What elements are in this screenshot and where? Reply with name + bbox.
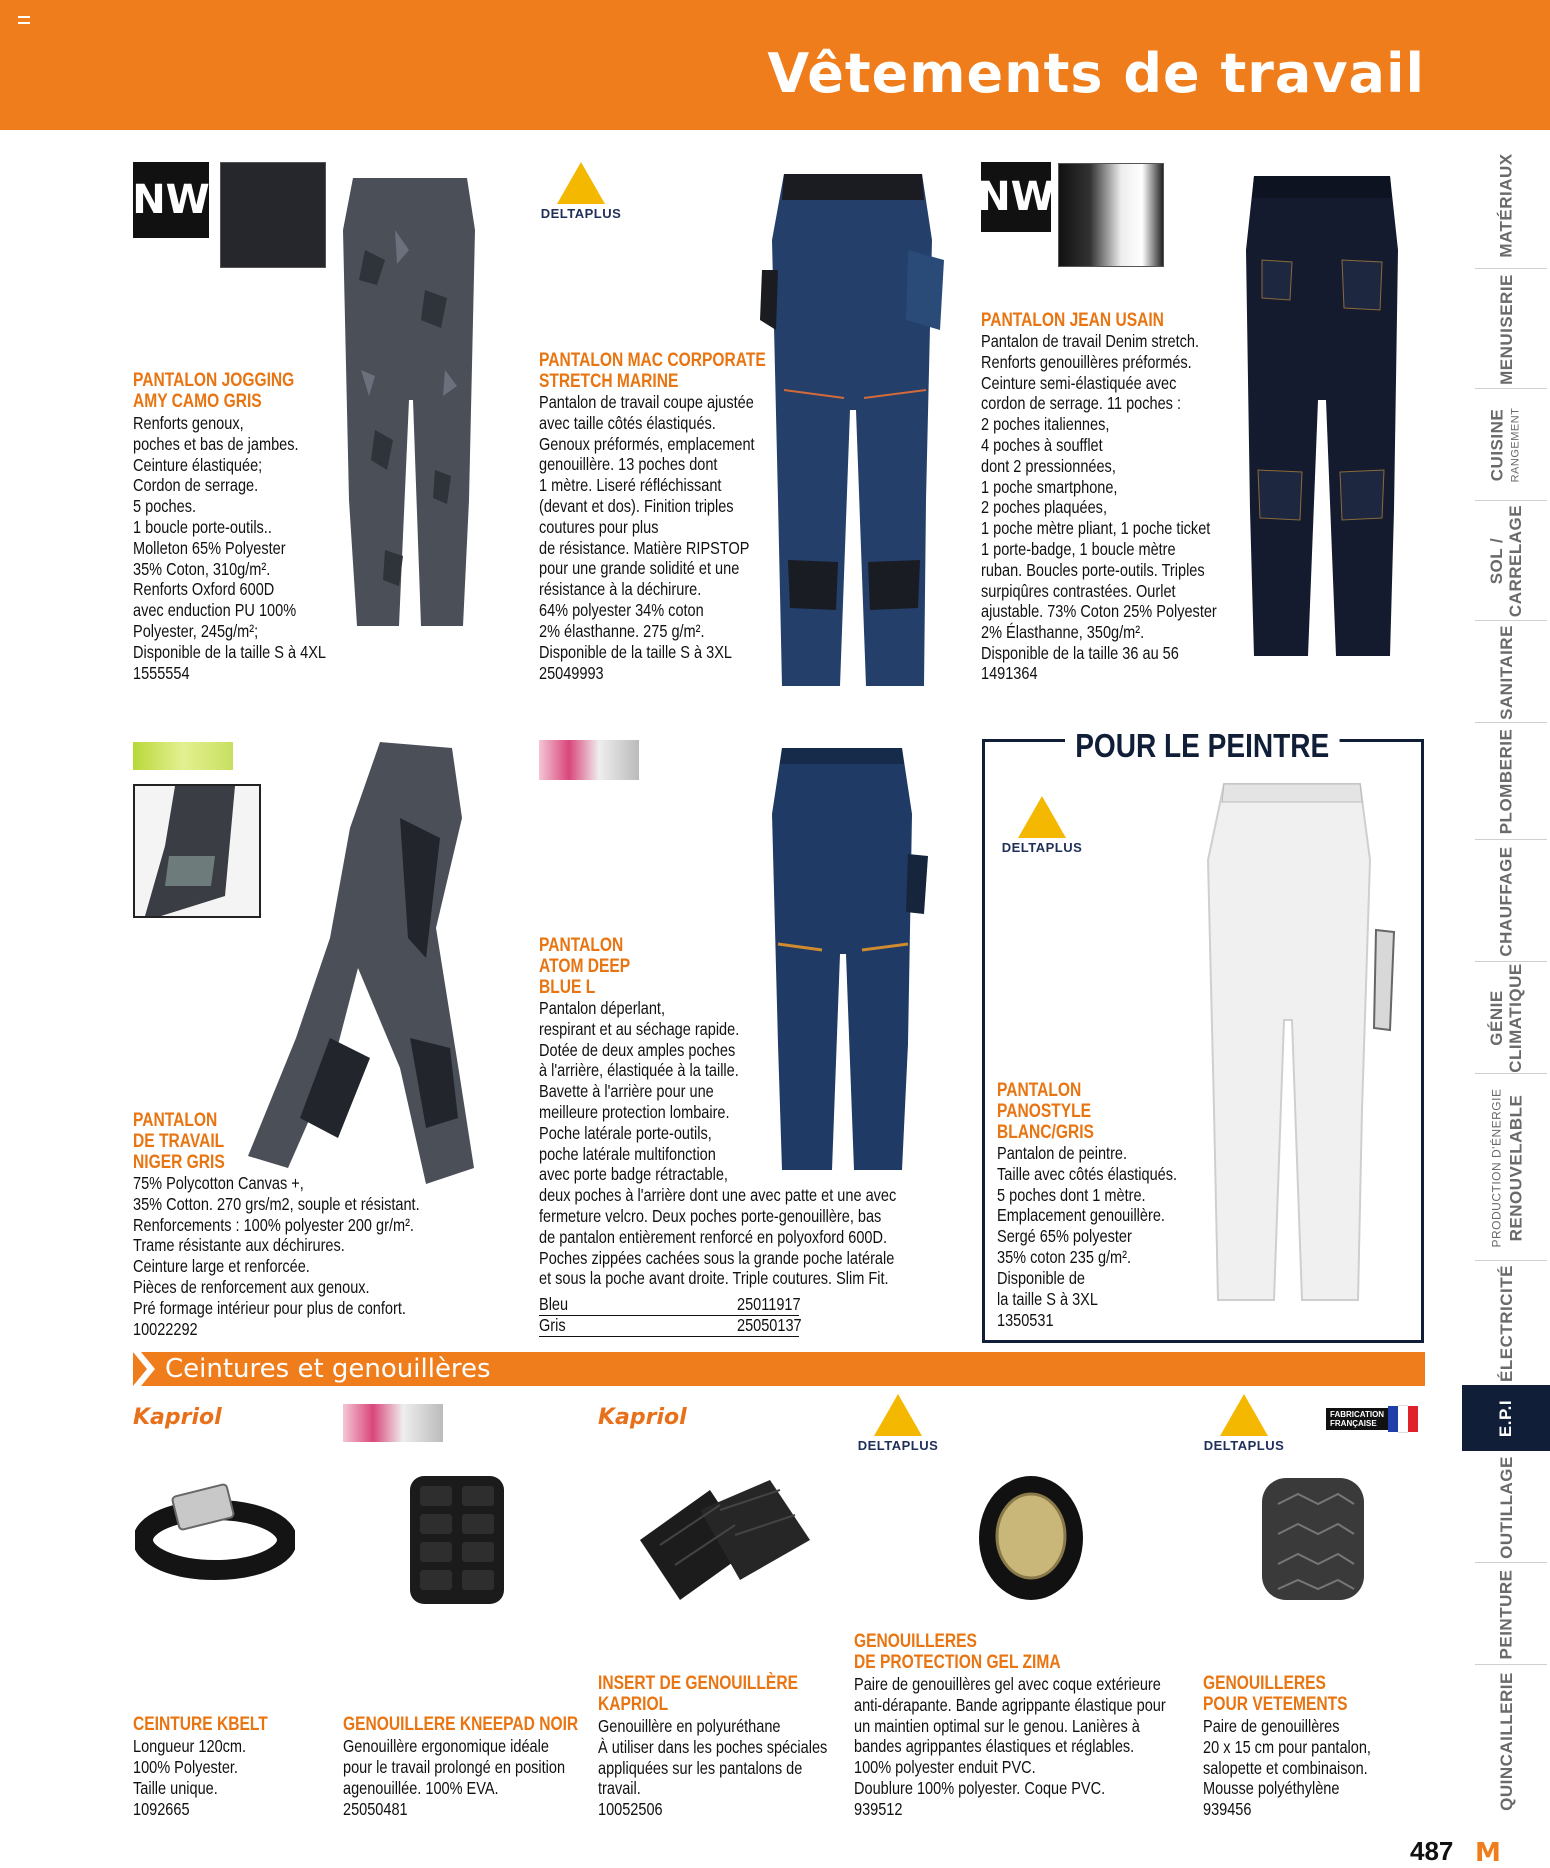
fabric-swatch-image: [1058, 163, 1164, 267]
sidebar-item-electricite[interactable]: ÉLECTRICITÉ: [1496, 1264, 1516, 1382]
sidebar-divider: [1475, 620, 1547, 621]
painter-section-title: POUR LE PEINTRE: [1065, 727, 1339, 765]
product-code: 1491364: [981, 663, 1038, 683]
product-description: Longueur 120cm. 100% Polyester. Taille unique.: [133, 1736, 247, 1798]
deltaplus-triangle-icon: [874, 1394, 922, 1436]
sidebar-item-materiaux[interactable]: MATÉRIAUX: [1496, 152, 1516, 258]
menu-icon[interactable]: [18, 16, 30, 24]
flag-blue: [1388, 1406, 1398, 1432]
panostyle-pants-image: [1180, 780, 1400, 1310]
product-code: 1092665: [133, 1799, 190, 1819]
sidebar-item-peinture[interactable]: PEINTURE: [1496, 1569, 1516, 1659]
flag-white: [1398, 1405, 1408, 1433]
sidebar-item-energie-renouvelable[interactable]: PRODUCTION D'ÉNERGIE RENOUVELABLE: [1489, 1088, 1525, 1247]
product-title: GENOUILLERES POUR VETEMENTS: [1203, 1673, 1348, 1715]
sidebar-divider: [1475, 500, 1547, 501]
product-code: 939512: [854, 1799, 903, 1819]
product-title: GENOUILLERE KNEEPAD NOIR: [343, 1714, 579, 1735]
brand-logo-blurred: [343, 1404, 443, 1442]
product-description: Paire de genouillères gel avec coque extérieure anti-dérapante. Bande agrippante élastique pour un maintien optimal sur le genou. Lanières à bandes agrippantes élastiques et réglables. 100% polyester enduit PVC. Doublure 100% polyester. Coque PVC.: [854, 1674, 1166, 1798]
sidebar-item-outillage[interactable]: OUTILLAGE: [1496, 1455, 1516, 1559]
product-code: 25049993: [539, 663, 604, 683]
knee-insert-image: [620, 1470, 820, 1610]
product-code: 939456: [1203, 1799, 1252, 1819]
section-title: Ceintures et genouillères: [165, 1354, 491, 1384]
sidebar-item-cuisine[interactable]: CUISINE RANGEMENT: [1487, 407, 1521, 483]
product-description: Pantalon de peintre. Taille avec côtés élastiqués. 5 poches dont 1 mètre. Emplacement genouillère. Sergé 65% polyester 35% coton 235 g/m². Disponible de la taille S à 3XL: [997, 1143, 1178, 1309]
product-description: Pantalon de travail coupe ajustée avec taille côtés élastiqués. Genoux préformés, emplacement genouillère. 13 poches dont 1 mètre. Liseré réfléchissant (devant et dos). Finition triples coutures pour plus de résistance. Matière RIPSTOP pour une grande solidité et une résistance à la déchirure. 64% polyester 34% coton 2% élasthanne. 275 g/m². Disponible de la taille S à 3XL: [539, 392, 755, 662]
product-title: CEINTURE KBELT: [133, 1714, 268, 1735]
product-description: 75% Polycotton Canvas +, 35% Cotton. 270 grs/m2, souple et résistant. Renforcements : 100% polyester 200 gr/m². Trame résistante aux déchirures. Ceinture large et renforcée. Pièces de renforcement aux genoux. Pré formage intérieur pour plus de confort.: [133, 1173, 420, 1318]
product-title: PANTALON JOGGING AMY CAMO GRIS: [133, 370, 295, 412]
sidebar-divider: [1475, 268, 1547, 269]
product-description: Pantalon déperlant, respirant et au séchage rapide. Dotée de deux amples poches à l'arrière, élastiquée à la taille. Bavette à l'arrière pour une meilleure protection lombaire. Poche latérale porte-outils, poche latérale multifonction avec porte badge rétractable, deux poches à l'arrière dont une avec patte et une avec fermeture velcro. Deux poches porte-genouillère, bas de pantalon entièrement renforcé en polyoxford 600D. Poches zippées cachées sous la grande poche latérale et sous la poche avant droite. Triple coutures. Slim Fit.: [539, 998, 897, 1289]
product-code: 10022292: [133, 1319, 198, 1339]
brand-logo-blurred: [133, 742, 233, 770]
fabrication-francaise-badge: FABRICATION FRANÇAISE: [1326, 1405, 1422, 1433]
jogging-pants-image: [335, 170, 485, 640]
sidebar-item-sol-carrelage[interactable]: SOL / CARRELAGE: [1487, 504, 1526, 618]
sidebar-item-genie-climatique[interactable]: GÉNIE CLIMATIQUE: [1487, 963, 1526, 1073]
kneepad-image: [402, 1470, 512, 1610]
sidebar-divider: [1475, 1260, 1547, 1261]
brand-m-logo: M: [1475, 1838, 1501, 1868]
product-title: INSERT DE GENOUILLÈRE KAPRIOL: [598, 1673, 798, 1715]
variant-color: Gris: [539, 1315, 566, 1335]
banner-arrow-icon: [133, 1352, 155, 1386]
deltaplus-logo: DELTAPLUS: [838, 1394, 958, 1453]
niger-pants-image: [240, 738, 500, 1198]
variant-color: Bleu: [539, 1294, 569, 1314]
kapriol-logo: Kapriol: [598, 1405, 687, 1430]
product-title: PANTALON PANOSTYLE BLANC/GRIS: [997, 1080, 1094, 1143]
variant-code: 25050137: [737, 1315, 802, 1335]
brand-logo-blurred: [539, 740, 639, 780]
sidebar-divider: [1475, 839, 1547, 840]
product-title: PANTALON MAC CORPORATE STRETCH MARINE: [539, 350, 766, 392]
fabric-swatch-image: [220, 162, 326, 268]
sidebar-divider: [1475, 388, 1547, 389]
sidebar-item-epi-active[interactable]: E.P.I: [1462, 1385, 1550, 1451]
product-title: PANTALON JEAN USAIN: [981, 310, 1164, 331]
product-description: Genouillère ergonomique idéale pour le travail prolongé en position agenouillée. 100% EVA.: [343, 1736, 566, 1798]
product-description: Pantalon de travail Denim stretch. Renforts genouillères préformés. Ceinture semi-élastiquée avec cordon de serrage. 11 poches : 2 poches italiennes, 4 poches à soufflet dont 2 pressionnées, 1 poche smartphone, 2 poches plaquées, 1 poche mètre pliant, 1 poche ticket 1 porte-badge, 1 boucle mètre ruban. Boucles porte-outils. Triples surpiqûres contrastées. Ourlet ajustable. 73% Coton 25% Polyester 2% Élasthanne, 350g/m². Disponible de la taille 36 au 56: [981, 331, 1217, 663]
product-code: 1350531: [997, 1310, 1054, 1330]
deltaplus-logo: DELTAPLUS: [982, 796, 1102, 855]
sidebar-divider: [1475, 1664, 1547, 1665]
sidebar-divider: [1475, 961, 1547, 962]
product-description: Paire de genouillères 20 x 15 cm pour pantalon, salopette et combinaison. Mousse polyéthylène: [1203, 1716, 1371, 1799]
page-title: Vêtements de travail: [767, 42, 1425, 105]
product-code: 10052506: [598, 1799, 663, 1819]
sidebar-item-quincaillerie[interactable]: QUINCAILLERIE: [1496, 1671, 1516, 1811]
product-title: PANTALON ATOM DEEP BLUE L: [539, 935, 631, 998]
kapriol-logo: Kapriol: [133, 1405, 222, 1430]
deltaplus-logo: DELTAPLUS: [521, 162, 641, 221]
foam-kneepad-image: [1258, 1474, 1368, 1604]
product-description: Renforts genoux, poches et bas de jambes. Ceinture élastiquée; Cordon de serrage. 5 poches. 1 boucle porte-outils.. Molleton 65% Polyester 35% Coton, 310g/m². Renforts Oxford 600D avec enduction PU 100% Polyester, 245g/m²; Disponible de la taille S à 4XL: [133, 413, 326, 662]
sidebar-divider: [1475, 1073, 1547, 1074]
product-code: 1555554: [133, 663, 190, 683]
nw-brand-logo: NW: [981, 162, 1051, 232]
deltaplus-triangle-icon: [557, 162, 605, 204]
product-title: PANTALON DE TRAVAIL NIGER GRIS: [133, 1110, 225, 1173]
sidebar-item-chauffage[interactable]: CHAUFFAGE: [1496, 845, 1516, 957]
sidebar-item-sanitaire[interactable]: SANITAIRE: [1496, 624, 1516, 720]
deltaplus-triangle-icon: [1018, 796, 1066, 838]
product-description: Genouillère en polyuréthane À utiliser dans les poches spéciales appliquées sur les pantalons de travail.: [598, 1716, 828, 1799]
gel-kneepad-image: [976, 1472, 1086, 1602]
flag-red: [1408, 1406, 1418, 1432]
sidebar-divider: [1475, 1562, 1547, 1563]
sidebar-divider: [1475, 722, 1547, 723]
page-number: 487: [1410, 1836, 1454, 1866]
sidebar-item-plomberie[interactable]: PLOMBERIE: [1496, 728, 1516, 835]
mac-pants-image: [748, 170, 958, 690]
nw-brand-logo: NW: [133, 162, 209, 238]
deltaplus-triangle-icon: [1220, 1394, 1268, 1436]
price-row: [539, 1315, 802, 1337]
product-code: 25050481: [343, 1799, 408, 1819]
deltaplus-logo: DELTAPLUS: [1184, 1394, 1304, 1453]
price-row: [539, 1294, 799, 1316]
sidebar-item-menuiserie[interactable]: MENUISERIE: [1496, 273, 1516, 385]
belt-image: [135, 1470, 295, 1580]
usain-jeans-image: [1232, 170, 1412, 660]
variant-code: 25011917: [737, 1294, 801, 1314]
product-title: GENOUILLERES DE PROTECTION GEL ZIMA: [854, 1631, 1061, 1673]
